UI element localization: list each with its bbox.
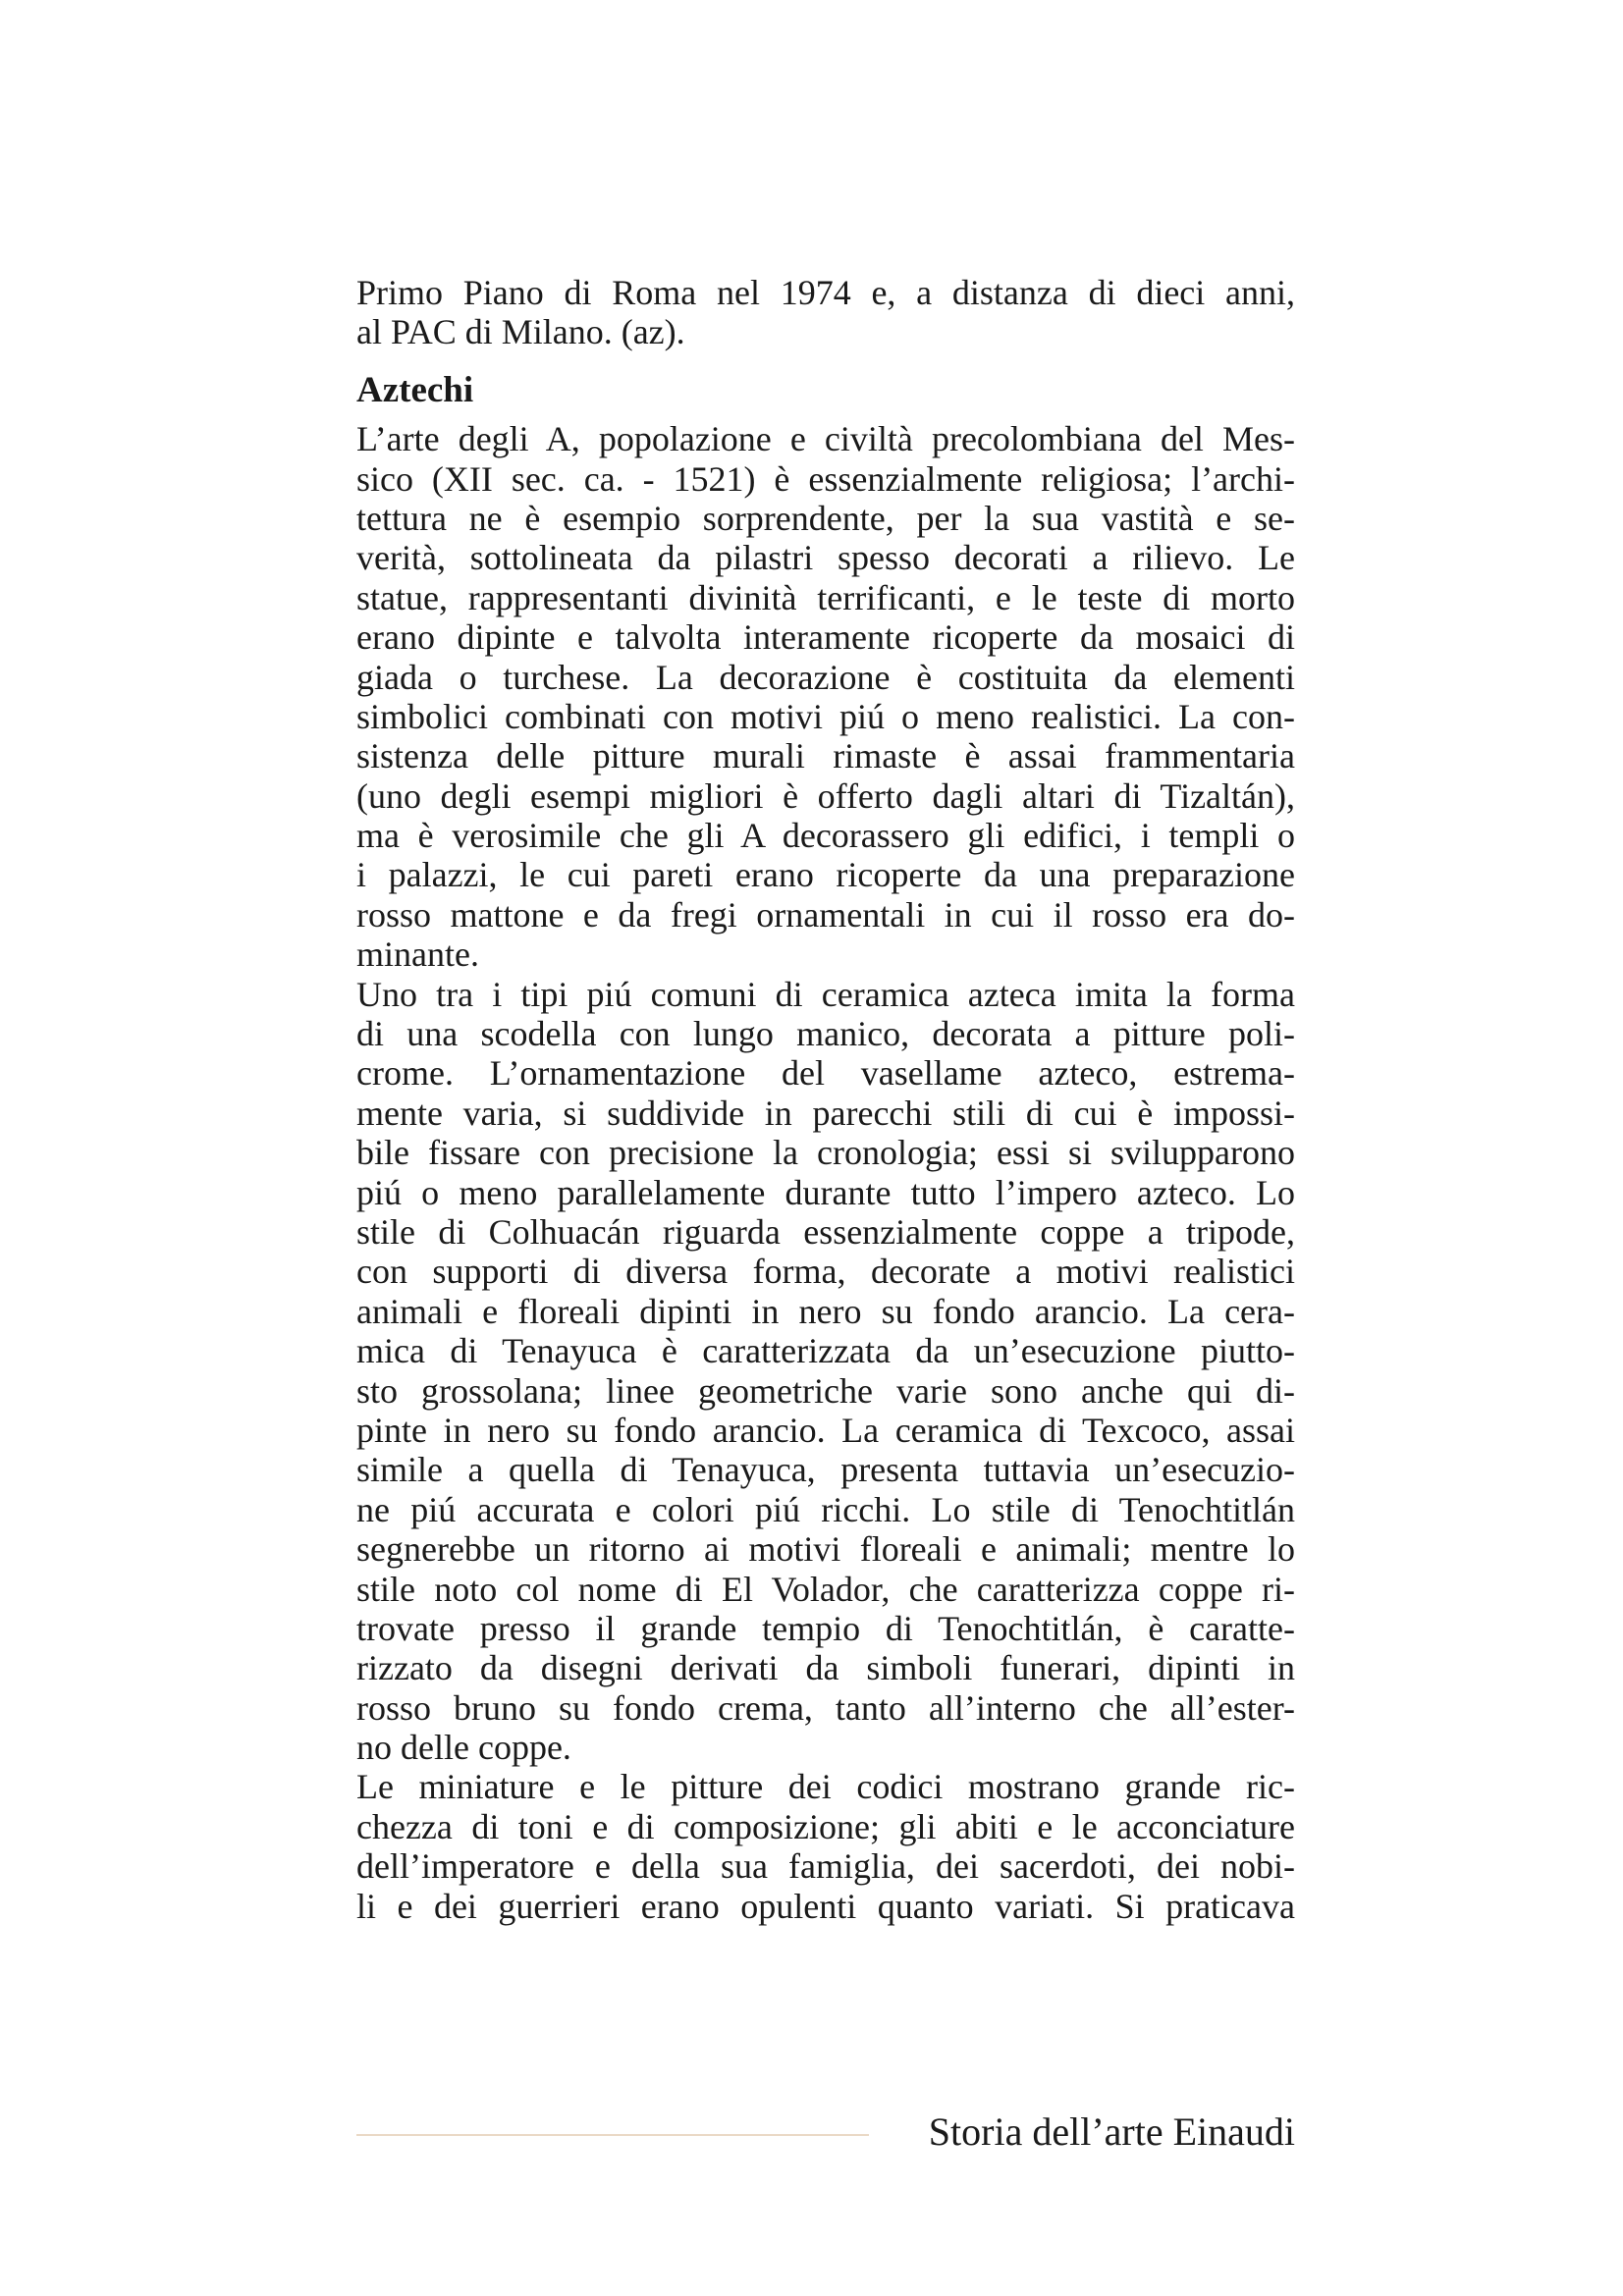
body-line: ne piú accurata e colori piú ricchi. Lo stile di Tenochtitlán bbox=[356, 1489, 1295, 1529]
body-line: ma è verosimile che gli A decorassero gli edifici, i templi o bbox=[356, 816, 1295, 856]
intro-paragraph bbox=[356, 273, 1295, 352]
body-line: di una scodella con lungo manico, decorata a pitture poli- bbox=[356, 1014, 1295, 1054]
entry-body bbox=[356, 419, 1295, 1926]
body-line: tettura ne è esempio sorprendente, per la sua vastità e se- bbox=[356, 498, 1295, 538]
body-line: sistenza delle pitture murali rimaste è assai frammentaria bbox=[356, 736, 1295, 776]
body-line: verità, sottolineata da pilastri spesso decorati a rilievo. Le bbox=[356, 538, 1295, 578]
body-line: no delle coppe. bbox=[356, 1728, 571, 1768]
text-column bbox=[356, 273, 1295, 1926]
body-line: Le miniature e le pitture dei codici mostrano grande ric- bbox=[356, 1767, 1295, 1807]
body-line: bile fissare con precisione la cronologia; essi si svilupparono bbox=[356, 1133, 1295, 1173]
body-line: erano dipinte e talvolta interamente ricoperte da mosaici di bbox=[356, 617, 1295, 658]
body-line: simbolici combinati con motivi piú o meno realistici. La con- bbox=[356, 696, 1295, 736]
body-line: mica di Tenayuca è caratterizzata da un’esecuzione piutto- bbox=[356, 1331, 1295, 1371]
body-line: L’arte degli A, popolazione e civiltà precolombiana del Mes- bbox=[356, 419, 1295, 459]
body-line: segnerebbe un ritorno ai motivi floreali e animali; mentre lo bbox=[356, 1529, 1295, 1570]
body-line: i palazzi, le cui pareti erano ricoperte da una preparazione bbox=[356, 855, 1295, 895]
body-line: sto grossolana; linee geometriche varie sono anche qui di- bbox=[356, 1370, 1295, 1411]
body-line: piú o meno parallelamente durante tutto l’impero azteco. Lo bbox=[356, 1172, 1295, 1212]
body-line: dell’imperatore e della sua famiglia, dei sacerdoti, dei nobi- bbox=[356, 1846, 1295, 1887]
body-line: statue, rappresentanti divinità terrificanti, e le teste di morto bbox=[356, 577, 1295, 617]
body-line: stile di Colhuacán riguarda essenzialmente coppe a tripode, bbox=[356, 1211, 1295, 1252]
entry-heading: Aztechi bbox=[356, 369, 474, 410]
body-line: chezza di toni e di composizione; gli abiti e le acconciature bbox=[356, 1806, 1295, 1846]
body-line: (uno degli esempi migliori è offerto dagli altari di Tizaltán), bbox=[356, 775, 1295, 816]
body-line: Uno tra i tipi piú comuni di ceramica azteca imita la forma bbox=[356, 974, 1295, 1014]
body-line: simile a quella di Tenayuca, presenta tuttavia un’esecuzio- bbox=[356, 1450, 1295, 1490]
body-line: rizzato da disegni derivati da simboli funerari, dipinti in bbox=[356, 1648, 1295, 1688]
body-line: li e dei guerrieri erano opulenti quanto variati. Si praticava bbox=[356, 1886, 1295, 1926]
intro-line: al PAC di Milano. (az). bbox=[356, 312, 685, 352]
body-line: rosso mattone e da fregi ornamentali in cui il rosso era do- bbox=[356, 894, 1295, 934]
body-line: mente varia, si suddivide in parecchi stili di cui è impossi- bbox=[356, 1093, 1295, 1133]
body-line: rosso bruno su fondo crema, tanto all’interno che all’ester- bbox=[356, 1687, 1295, 1728]
body-line: animali e floreali dipinti in nero su fondo arancio. La cera- bbox=[356, 1291, 1295, 1331]
body-line: giada o turchese. La decorazione è costituita da elementi bbox=[356, 657, 1295, 697]
intro-line: Primo Piano di Roma nel 1974 e, a distanza di dieci anni, bbox=[356, 273, 1295, 312]
body-line: sico (XII sec. ca. - 1521) è essenzialmente religiosa; l’archi- bbox=[356, 458, 1295, 499]
footer-rule bbox=[356, 2134, 869, 2136]
body-line: crome. L’ornamentazione del vasellame azteco, estrema- bbox=[356, 1053, 1295, 1094]
body-line: pinte in nero su fondo arancio. La ceramica di Texcoco, assai bbox=[356, 1410, 1295, 1450]
footer-title: Storia dell’arte Einaudi bbox=[928, 2109, 1295, 2154]
body-line: trovate presso il grande tempio di Tenochtitlán, è caratte- bbox=[356, 1608, 1295, 1648]
body-line: minante. bbox=[356, 934, 479, 975]
body-line: con supporti di diversa forma, decorate a motivi realistici bbox=[356, 1252, 1295, 1292]
body-line: stile noto col nome di El Volador, che caratterizza coppe ri- bbox=[356, 1569, 1295, 1609]
